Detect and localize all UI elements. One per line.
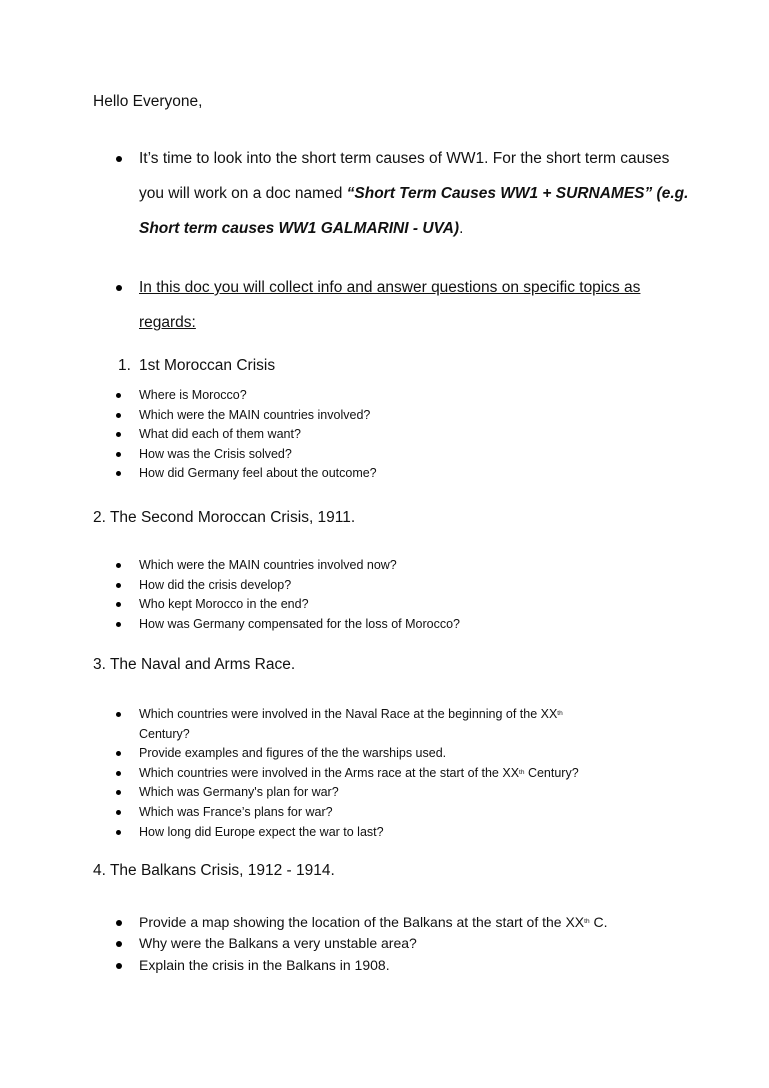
- section-3-questions: [115, 705, 675, 842]
- list-item: Which countries were involved in the Arms race at the start of the XXth Century?: [115, 764, 675, 784]
- list-item: Provide a map showing the location of the Balkans at the start of the XXth C.: [115, 912, 675, 933]
- bullet-icon: [116, 156, 122, 162]
- bullet-icon: [116, 471, 121, 476]
- bullet-icon: [116, 712, 121, 717]
- list-item: Which were the MAIN countries involved?: [115, 406, 675, 426]
- bullet-icon: [116, 393, 121, 398]
- list-item: Which was France’s plans for war?: [115, 803, 675, 823]
- intro-item-assignment: It’s time to look into the short term causes of WW1. For the short term causes you will work on a doc named “Short Term Causes WW1 + SURNAMES” (e.g. Short term causes WW1 GALMARINI - UVA).: [93, 141, 693, 246]
- list-item: Which were the MAIN countries involved now?: [115, 556, 675, 576]
- bullet-icon: [116, 602, 121, 607]
- bullet-icon: [116, 790, 121, 795]
- list-item: Provide examples and figures of the the warships used.: [115, 744, 675, 764]
- bullet-icon: [116, 432, 121, 437]
- list-item: How long did Europe expect the war to last?: [115, 823, 675, 843]
- section-2-title: 2. The Second Moroccan Crisis, 1911.: [93, 509, 356, 526]
- bullet-icon: [116, 830, 121, 835]
- list-item: How was Germany compensated for the loss of Morocco?: [115, 615, 675, 635]
- list-item: How was the Crisis solved?: [115, 445, 675, 465]
- list-item: What did each of them want?: [115, 425, 675, 445]
- bullet-icon: [116, 452, 121, 457]
- list-item: Which was Germany's plan for war?: [115, 783, 675, 803]
- section-4-title: 4. The Balkans Crisis, 1912 - 1914.: [93, 862, 335, 879]
- list-item: Who kept Morocco in the end?: [115, 595, 675, 615]
- list-item: How did Germany feel about the outcome?: [115, 464, 675, 484]
- doc-name-instruction: “Short Term Causes WW1 + SURNAMES” (e.g. Short term causes WW1 GALMARINI - UVA): [139, 185, 689, 237]
- bullet-icon: [116, 751, 121, 756]
- list-item: Where is Morocco?: [115, 386, 675, 406]
- bullet-icon: [116, 941, 122, 947]
- bullet-icon: [116, 583, 121, 588]
- section-1-title: 1st Moroccan Crisis: [139, 357, 276, 374]
- list-item: Which countries were involved in the Naval Race at the beginning of the XXth Century?: [115, 705, 675, 744]
- list-item: Why were the Balkans a very unstable area?: [115, 933, 675, 954]
- intro-item-topics: In this doc you will collect info and answer questions on specific topics as regards:: [93, 270, 693, 340]
- greeting: Hello Everyone,: [93, 93, 203, 110]
- intro-list: [93, 141, 693, 340]
- bullet-icon: [116, 963, 122, 969]
- section-4-questions: [115, 912, 675, 976]
- section-1-number: 1.: [118, 357, 131, 374]
- section-2-questions: [115, 556, 675, 634]
- bullet-icon: [116, 413, 121, 418]
- section-3-title: 3. The Naval and Arms Race.: [93, 656, 296, 673]
- bullet-icon: [116, 920, 122, 926]
- list-item: Explain the crisis in the Balkans in 1908.: [115, 955, 675, 976]
- section-1-questions: [115, 386, 675, 484]
- bullet-icon: [116, 285, 122, 291]
- bullet-icon: [116, 622, 121, 627]
- list-item: How did the crisis develop?: [115, 576, 675, 596]
- bullet-icon: [116, 563, 121, 568]
- bullet-icon: [116, 810, 121, 815]
- bullet-icon: [116, 771, 121, 776]
